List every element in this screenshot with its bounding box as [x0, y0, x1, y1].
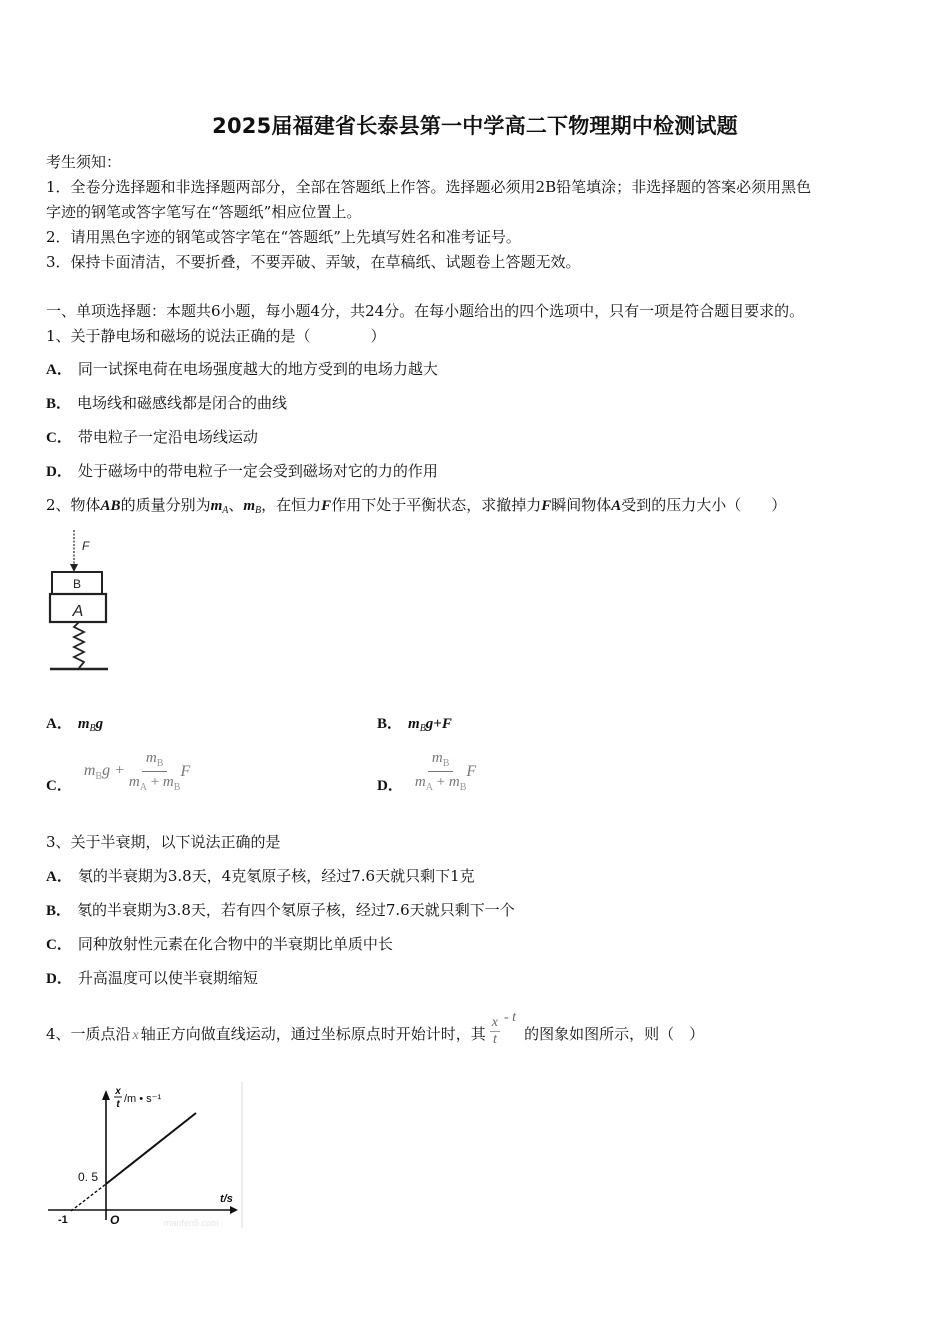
- y-axis-arrow-icon: [102, 1090, 110, 1100]
- subscript: B: [459, 782, 467, 793]
- section-heading: 一、单项选择题：本题共6小题，每小题4分，共24分。在每小题给出的四个选项中，只有一项是符合题目要求的。: [46, 302, 805, 320]
- math-m: m: [431, 750, 443, 766]
- option-text: 带电粒子一定沿电场线运动: [77, 428, 258, 446]
- stem-text: 4、一质点沿: [46, 1025, 131, 1043]
- block-a-label: A: [72, 603, 84, 620]
- math-m: m: [83, 761, 96, 779]
- subscript: B: [419, 723, 426, 734]
- frac-den: t: [492, 1032, 497, 1047]
- math-rest: g +: [102, 761, 125, 779]
- option-label: A．: [46, 362, 72, 378]
- subscript: B: [89, 723, 96, 734]
- notice-item-3: 3．保持卡面清洁，不要折叠，不要弄破、弄皱，在草稿纸、试题卷上答题无效。: [46, 253, 581, 271]
- option-text: 同种放射性元素在化合物中的半衰期比单质中长: [77, 935, 393, 953]
- subscript: B: [156, 758, 164, 769]
- question-1-option-d[interactable]: [46, 461, 438, 482]
- question-2-stem: [46, 495, 786, 521]
- fraction-x-over-t: [490, 1015, 500, 1048]
- stem-text: 作用下处于平衡状态，求撤掉力: [331, 496, 542, 514]
- question-3-option-c[interactable]: [46, 934, 393, 955]
- subscript: A: [222, 505, 229, 516]
- subscript: B: [95, 770, 103, 782]
- var-ab: AB: [100, 498, 121, 514]
- plus: +: [146, 774, 163, 790]
- question-3-stem: 3、关于半衰期，以下说法正确的是: [46, 833, 281, 851]
- var-a: A: [611, 498, 622, 514]
- notice-item-2: 2．请用黑色字迹的钢笔或答字笔在“答题纸”上先填写姓名和准考证号。: [46, 228, 521, 246]
- y-unit-label: /m • s⁻¹: [124, 1093, 162, 1105]
- option-text: 同一试探电荷在电场强度越大的地方受到的电场力越大: [77, 360, 438, 378]
- math-f: F: [466, 762, 477, 780]
- math-m: m: [448, 774, 460, 790]
- question-2-option-b[interactable]: [377, 713, 452, 739]
- stem-text: 轴正方向做直线运动，通过坐标原点时开始计时，其: [140, 1025, 486, 1043]
- option-label: C．: [46, 937, 72, 953]
- page-title: 2025届福建省长泰县第一中学高二下物理期中检测试题: [212, 114, 738, 138]
- option-label: C．: [46, 778, 72, 794]
- math-lead: [84, 762, 125, 782]
- block-b-label: B: [72, 577, 82, 591]
- option-label: D．: [46, 464, 72, 480]
- notice-item-1-cont: 字迹的钢笔或答字笔写在“答题纸”相应位置上。: [46, 203, 362, 221]
- y-label-num: x: [115, 1086, 121, 1097]
- notice-item-1: 1．全卷分选择题和非选择题两部分，全部在答题纸上作答。选择题必须用2B铅笔填涂；非选择题的答案必须用黑色: [46, 178, 812, 196]
- option-label: D．: [377, 778, 403, 794]
- math-m: m: [162, 774, 174, 790]
- var-f: F: [321, 498, 332, 514]
- question-3-option-a[interactable]: [46, 866, 475, 887]
- force-arrow-head: [70, 564, 78, 572]
- y-intercept-label: 0. 5: [78, 1170, 99, 1184]
- math-m: m: [145, 750, 157, 766]
- watermark: manfen5.com: [164, 1218, 219, 1228]
- subscript: A: [139, 782, 147, 793]
- subscript: B: [442, 758, 450, 769]
- math-f: F: [180, 762, 191, 780]
- question-2-option-c[interactable]: [46, 748, 190, 795]
- question-1-option-c[interactable]: [46, 427, 258, 448]
- question-1-option-b[interactable]: [46, 393, 287, 414]
- subscript: B: [255, 505, 262, 516]
- question-1-option-a[interactable]: [46, 359, 438, 380]
- math-m: m: [128, 774, 140, 790]
- y-label-den: t: [116, 1099, 120, 1110]
- origin-label: O: [110, 1213, 120, 1227]
- question-1-stem: 1、关于静电场和磁场的说法正确的是（ ）: [46, 327, 386, 345]
- x-axis-arrow-icon: [230, 1206, 238, 1214]
- x-axis-label: t/s: [220, 1193, 233, 1205]
- option-label: A．: [46, 869, 72, 885]
- question-3-option-d[interactable]: [46, 968, 258, 989]
- data-line: [106, 1113, 196, 1184]
- stem-text: ，在恒力: [261, 496, 322, 514]
- question-2-option-a[interactable]: [46, 713, 103, 739]
- question-4-stem: [46, 1003, 704, 1048]
- math-m: m: [77, 716, 90, 732]
- notice-heading: 考生须知：: [46, 153, 122, 171]
- option-text: 氡的半衰期为3.8天，若有四个氡原子核，经过7.6天就只剩下一个: [77, 901, 515, 919]
- question-2-option-d[interactable]: [377, 748, 476, 795]
- x-over-t-graph: [44, 1080, 244, 1230]
- x-intercept-label: -1: [58, 1214, 68, 1226]
- option-label: B．: [377, 716, 403, 732]
- dashed-extension: [71, 1184, 106, 1211]
- subscript: A: [425, 782, 433, 793]
- spring-icon: [74, 622, 84, 668]
- plus: +: [432, 774, 449, 790]
- var-x: x: [132, 1028, 139, 1043]
- frac-num: x: [491, 1015, 498, 1030]
- stem-text: 2、物体: [46, 496, 101, 514]
- dash-t: - t: [504, 1010, 517, 1025]
- option-label: C．: [46, 430, 72, 446]
- var-mb: m: [243, 498, 256, 514]
- stem-text: 的质量分别为: [120, 496, 211, 514]
- subscript: B: [173, 782, 181, 793]
- fraction: [129, 750, 181, 793]
- stem-text: 的图象如图所示，则（ ）: [524, 1025, 705, 1043]
- math-rest: g+F: [425, 716, 452, 732]
- option-label: A．: [46, 716, 72, 732]
- math-m: m: [414, 774, 426, 790]
- option-text: 电场线和磁感线都是闭合的曲线: [77, 394, 288, 412]
- option-label: B．: [46, 396, 72, 412]
- stem-text: 瞬间物体: [551, 496, 612, 514]
- option-text: 升高温度可以使半衰期缩短: [77, 969, 258, 987]
- var-ma: m: [210, 498, 223, 514]
- option-text: 氡的半衰期为3.8天，4克氡原子核，经过7.6天就只剩下1克: [77, 867, 475, 885]
- question-3-option-b[interactable]: [46, 900, 515, 921]
- stem-text: 受到的压力大小（ ）: [621, 496, 787, 514]
- var-f: F: [541, 498, 552, 514]
- option-label: D．: [46, 971, 72, 987]
- spring-blocks-figure: [44, 528, 114, 678]
- option-text: 处于磁场中的带电粒子一定会受到磁场对它的力的作用: [77, 462, 438, 480]
- stem-text: 、: [228, 496, 244, 514]
- math-m: m: [408, 716, 420, 732]
- option-label: B．: [46, 903, 72, 919]
- force-label: F: [82, 539, 90, 553]
- math-rest: g: [95, 716, 104, 732]
- fraction: [415, 750, 467, 793]
